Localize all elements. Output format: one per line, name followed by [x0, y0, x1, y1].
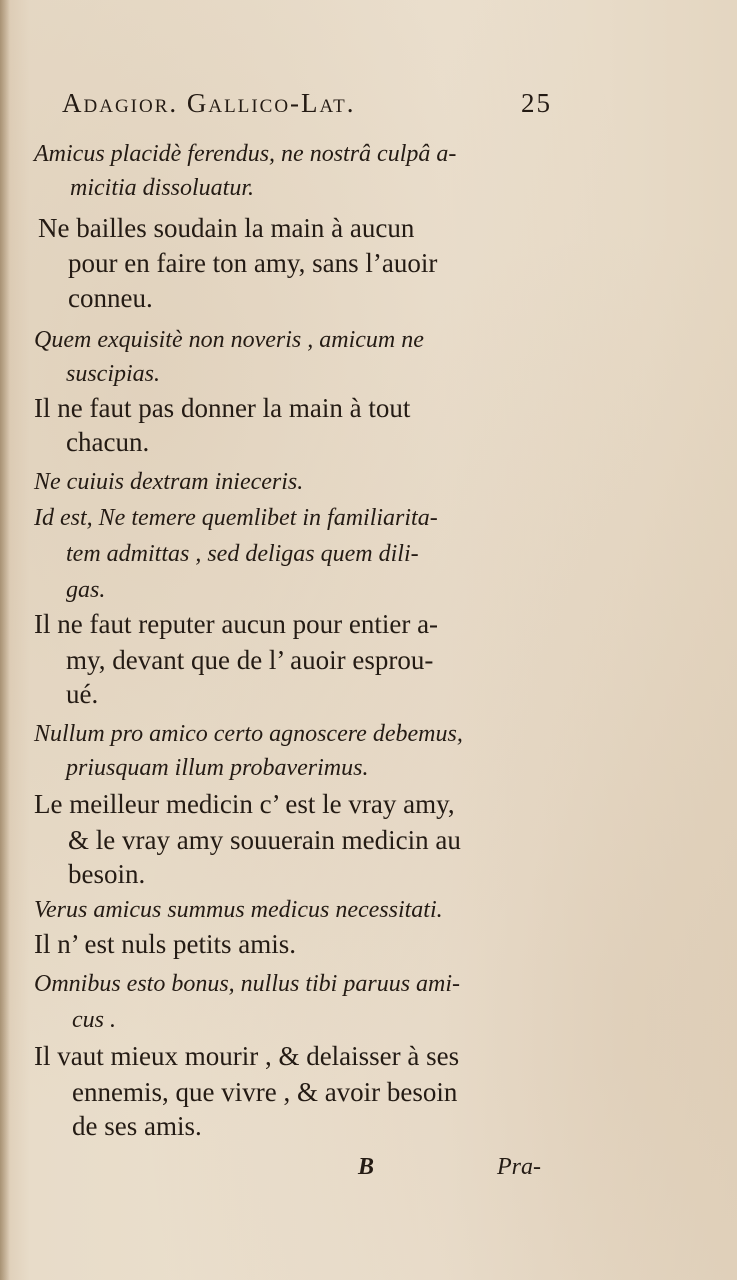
french-line: ennemis, que vivre , & avoir besoin [72, 1077, 458, 1107]
latin-line: tem admittas , sed deligas quem dili- [66, 541, 419, 567]
french-line: Ne bailles soudain la main à aucun [38, 213, 415, 243]
running-header [62, 88, 552, 128]
latin-line: micitia dissoluatur. [70, 175, 255, 201]
latin-line: Ne cuiuis dextram inieceris. [34, 469, 304, 495]
french-line: Le meilleur medicin c’ est le vray amy, [34, 789, 455, 819]
french-line: & le vray amy souuerain medicin au [68, 825, 461, 855]
latin-line: Quem exquisitè non noveris , amicum ne [34, 327, 424, 353]
latin-line: priusquam illum probaverimus. [66, 755, 369, 781]
latin-line: Amicus placidè ferendus, ne nostrâ culpâ a- [34, 141, 457, 167]
latin-line: suscipias. [66, 361, 161, 387]
french-line: Il vaut mieux mourir , & delaisser à ses [34, 1041, 460, 1071]
french-line: Il ne faut pas donner la main à tout [34, 393, 411, 423]
french-line: my, devant que de l’ auoir esprou- [66, 645, 434, 675]
signature-mark: B [358, 1154, 375, 1180]
french-line: ué. [66, 679, 99, 709]
latin-line: Nullum pro amico certo agnoscere debemus, [34, 721, 463, 747]
latin-line: Verus amicus summus medicus necessitati. [34, 897, 443, 923]
french-line: pour en faire ton amy, sans l’auoir [68, 248, 438, 278]
latin-line: Omnibus esto bonus, nullus tibi paruus ami- [34, 971, 461, 997]
french-line: de ses amis. [72, 1111, 202, 1141]
catchword: Pra- [497, 1154, 541, 1180]
french-line: Il n’ est nuls petits amis. [34, 929, 296, 959]
latin-line: Id est, Ne temere quemlibet in familiarita- [34, 505, 438, 531]
french-line: conneu. [68, 283, 153, 313]
french-line: besoin. [68, 859, 146, 889]
page-number: 25 [521, 88, 552, 118]
page-edge-shadow [0, 0, 10, 1280]
running-title: Adagior. Gallico-Lat. [62, 88, 356, 118]
french-line: Il ne faut reputer aucun pour entier a- [34, 609, 439, 639]
latin-line: gas. [66, 577, 106, 603]
french-line: chacun. [66, 427, 150, 457]
latin-line: cus . [72, 1007, 116, 1033]
